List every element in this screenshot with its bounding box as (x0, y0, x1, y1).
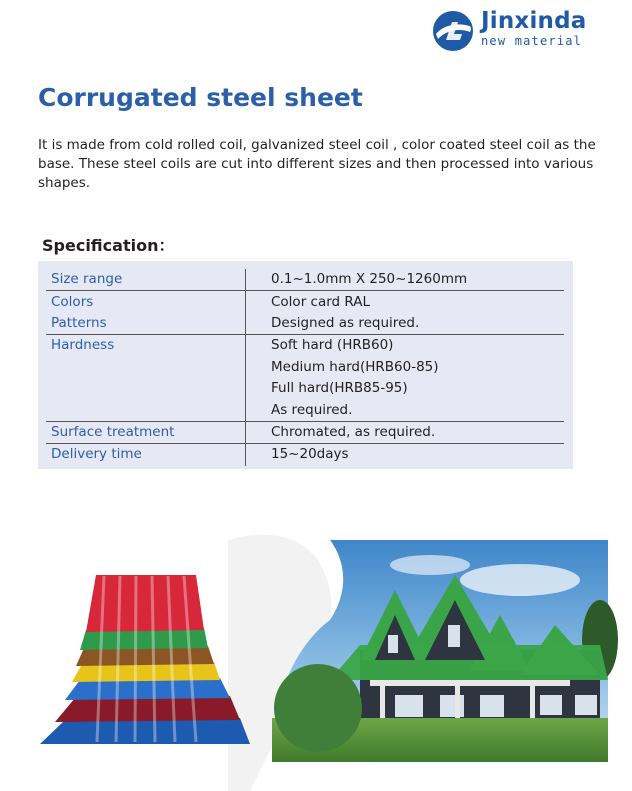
spec-row-patterns (46, 313, 564, 335)
spec-value: Soft hard (HRB60) (246, 335, 565, 357)
spec-row-size-range (46, 269, 564, 291)
spec-value: 15~20days (246, 444, 565, 466)
spec-label: Patterns (46, 313, 246, 335)
spec-row-hardness (46, 335, 564, 357)
intro-paragraph: It is made from cold rolled coil, galvanized steel coil , color coated steel coil as the base. These steel coils are cut into different sizes and then processed into various shapes. (38, 137, 596, 191)
spec-value: 0.1~1.0mm X 250~1260mm (246, 269, 565, 291)
spec-row-hardness-3 (46, 378, 564, 399)
spec-label: Size range (46, 269, 246, 291)
spec-value: As required. (246, 399, 565, 421)
spec-value: Color card RAL (246, 291, 565, 313)
spec-row-hardness-4 (46, 399, 564, 421)
specification-heading: Specification： (42, 236, 175, 255)
spec-label: Surface treatment (46, 421, 246, 443)
spec-label (46, 399, 246, 421)
green-color-swatch (274, 664, 362, 752)
spec-row-colors (46, 291, 564, 313)
specification-panel (38, 261, 573, 469)
brand-logo (432, 8, 612, 52)
specification-table (46, 269, 564, 466)
page-title: Corrugated steel sheet (38, 83, 363, 112)
spec-row-surface-treatment (46, 421, 564, 443)
brand-logo-icon (432, 10, 474, 52)
spec-label: Delivery time (51, 446, 142, 463)
spec-value: Medium hard(HRB60-85) (246, 357, 565, 378)
spec-label (46, 378, 246, 399)
spec-label: Colors (51, 293, 94, 310)
spec-value: Designed as required. (246, 313, 565, 335)
spec-label (46, 357, 246, 378)
brand-tagline: new material (481, 34, 583, 48)
spec-row-delivery-time (46, 444, 564, 466)
product-photo (0, 530, 632, 791)
spec-value: Chromated, as required. (246, 421, 565, 443)
brand-name: Jinxinda (481, 8, 587, 34)
spec-label: Hardness (51, 337, 115, 354)
spec-row-hardness-2 (46, 357, 564, 378)
spec-value: Full hard(HRB85-95) (246, 378, 565, 399)
